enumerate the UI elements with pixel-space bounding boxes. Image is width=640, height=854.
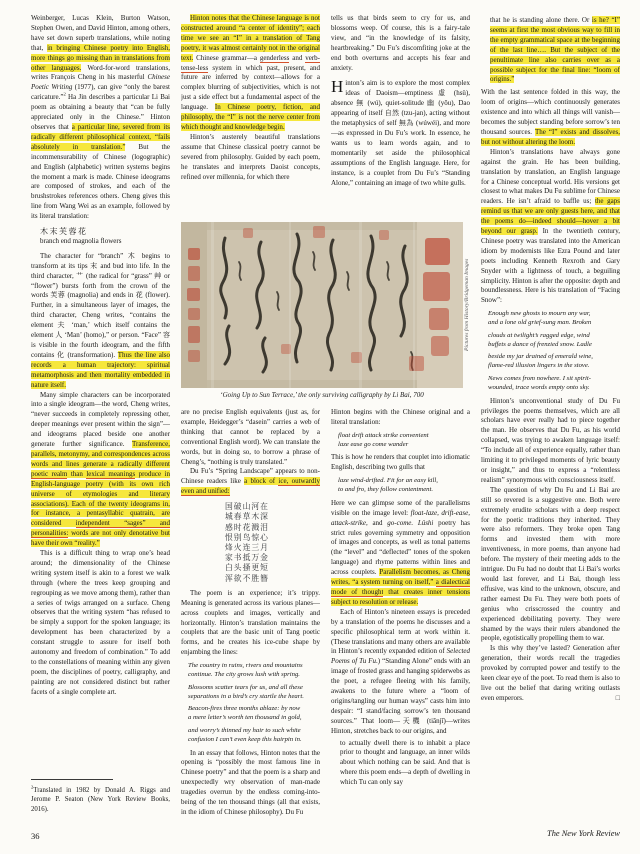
footnote-rule bbox=[31, 779, 113, 780]
calligraphy-image bbox=[181, 222, 463, 388]
highlighted-text: words are not only denotative but have their own “reality.” bbox=[31, 529, 170, 548]
highlighted-text: Thus the line also records a human trajectory: spiritual metamorphosis and then mortality embedded in nature itself. bbox=[31, 350, 170, 389]
verse-couplet: float drift attack strike convenient laze ease go come wander bbox=[338, 431, 429, 448]
paragraph: This is how he renders that couplet into idiomatic English, describing two gulls that bbox=[331, 453, 470, 472]
highlighted-text: lexical meanings bbox=[86, 469, 136, 478]
photo-credit: Pictures from History/Bridgeman Images bbox=[464, 258, 470, 352]
paragraph: The poem is an experience; it’s trippy. Meaning is generated across its various planes—across couplets and images, vertically and horizontally. Hinton’s translation maintains the couplets that are the basic unit of Tang poetic forms, and he creates his ice-cube shape by enjambing the lines: bbox=[181, 588, 320, 657]
column-1 bbox=[31, 14, 170, 776]
column-2-above-image bbox=[181, 14, 320, 222]
footnote-reference: 2 bbox=[63, 91, 66, 97]
column-2-below-image bbox=[181, 408, 320, 846]
highlighted-text: that creates inner tensions subject to resolution or release. bbox=[331, 587, 470, 606]
highlighted-text: is he? “I” seems at first the most obvious way to fill in the empty grammatical space at the beginning of the last line…. But the subject of the penultimate line also carries over as a possible subject for the final line: “loom of origins.” bbox=[490, 16, 620, 84]
chinese-poem: 国破山河在 城春草木深 感时花溅泪 恨别鸟惊心 烽火连三月 家书抵万金 白头搔更短 浑欲不胜簪 bbox=[225, 502, 269, 583]
footnote bbox=[31, 779, 170, 814]
paragraph: are no precise English equivalents (just as, for example, Heidegger’s “dasein” carries a web of thinking that cannot be replaced by a conventional English word). We can translate the words, but in doing so, to borrow a phrase of Cheng’s, “nothing is truly translated.” bbox=[181, 408, 320, 466]
verse-couplet: and worry’s thinned my hair to such white confusion I can’t even keep this hairpin in. bbox=[188, 726, 302, 743]
paragraph: With the last sentence folded in this way, the loom of origins—which continuously generates existence and into which all things will vanish—becomes the subject standing before sorrow’s ten thousand sources. The “I” exists and dissolves, but not without altering the loom. bbox=[481, 88, 620, 146]
highlighted-text: Parallelism becomes, as Cheng writes, “a system turning on itself,” bbox=[331, 568, 470, 587]
styled-text: Chinese Poetic Writing bbox=[31, 73, 170, 92]
highlighted-text: a dialectical mode of thought bbox=[331, 578, 470, 596]
highlighted-text: a particular line, severed from its radically different philosophical context, “fails absolutely in translation.” bbox=[31, 122, 170, 151]
verse-couplet: News comes from nowhere. I sit spirit- wounded, trace words empty onto sky. bbox=[488, 375, 591, 391]
paragraph: The character for “branch” 木 begins to transform at its tips 末 and bud into life. In the third character, 艹 (the radical for “grass” 艸 or “flower”) bursts forth from the crown of the words 芙蓉 (magnolia) and ends in 花 (flower). Further, in a simultaneous layer of images, the third character, Cheng writes, “contains the element 夫 ‘man,’ which itself contains the element 人 ‘Man’ (homo),” or person. “Face” 容 is visible in the fourth ideogram, and the fifth contains 化 (transformation). Thus the line also records a human trajectory: spiritual metamorphosis and then mortality embedded in nature itself. bbox=[31, 251, 170, 389]
block-quote: that he is standing alone there. Or is he? “I” seems at first the most obvious way to fill in the empty grammatical space at the beginning of the last line…. But the subject of the penultimate line also carries over as a possible subject for the final line: “loom of origins.” bbox=[490, 16, 620, 84]
underlined-text: genderless bbox=[259, 53, 290, 62]
highlighted-text: Hinton notes that the Chinese language is not constructed around “a center of identity”; each time we see an “I” in a translation of Tang poetry, it was almost certainly not in the original text. bbox=[181, 14, 320, 62]
calligraphy-scroll-art bbox=[181, 222, 463, 388]
drop-cap: H bbox=[331, 77, 344, 97]
column-3-above-image bbox=[331, 14, 470, 222]
footnote-marker: 2 bbox=[31, 784, 34, 790]
verse-couplet: Enough new ghosts to mourn any war, and a lone old grief-sung man. Broken bbox=[488, 310, 592, 327]
paragraph: Each of Hinton’s nineteen essays is preceded by a translation of the poems he discusses and a specific philosophical term at work within it. (These translations and many others are available in Hinton’s recently expanded edition of Selected Poems of Tu Fu.) “Standing Alone” ends with an image of frosted grass and hanging spiderwebs as the poet, a refugee fleeing with his family, awakens to the future where a “loom of origins/tangling our human ways” casts him into despair: “I stand/facing sorrow’s ten thousand sources.” That loom—天機 (tiānjī)—writes Hinton, stretches back to our origins, and bbox=[331, 607, 470, 735]
highlighted-text: The “I” exists and dissolves, but not without altering the loom. bbox=[481, 127, 620, 146]
column-3-below-image bbox=[331, 408, 470, 846]
paragraph: Weinberger, Lucas Klein, Burton Watson, Stephen Owen, and David Hinton, among others, have set down superb translations, while noting that, in bringing Chinese poetry into English, more things go missing than in translations from other languages. Word-for-word translations, writes François Cheng in his masterful Chinese Poetic Writing (1977), can give “only the barest caricature.”$^2$ Ha Jin describes a particular Li Bai poem as obtaining a beauty that “can be fully appreciated only in the Chinese.” Hinton observes that a particular line, severed from its radically different philosophical context, “fails absolutely in translation.” But the incommensurability of Chinese (logographic) and English (alphabetic) written systems begins the moment a mark is made. Chinese ideograms are composed of strokes, and each of the brushstrokes references others. Cheng gives this line from Wang Wei as an example, followed by its literal translation: bbox=[31, 14, 170, 221]
chinese-line-with-gloss: 木末芙蓉花 branch end magnolia flowers bbox=[40, 227, 122, 245]
highlighted-text: the gaps remind us that we are only guests here, and that the poems do—indeed should—hover a bit beyond our grasp. bbox=[481, 197, 620, 236]
paragraph: Hinton’s translations have always gone against the grain. He has been building, translation by translation, an English language for a Chinese conceptual world. His versions get closest to what makes Du Fu sublime for Chinese readers. He isn’t afraid to baffle us; the gaps remind us that we are only guests here, and that the poems do—indeed should—hover a bit beyond our grasp. In the twentieth century, Chinese poetry was translated into the American idiom by modernists like Ezra Pound and later poets including Kenneth Rexroth and Gary Snyder with a lightness of touch, a beguiling simplicity. Hinton is after the opposite: depth and boundlessness. Here is his translation of “Facing Snow”: bbox=[481, 147, 620, 305]
paragraph: The question of why Du Fu and Li Bai are still so revered is a suggestive one. Both were extremely erudite scholars with a deep respect for the poetic traditions they inherited. They were also reformers. They broke open Tang forms and invested them with more inventiveness, in more poems, than anyone had before. The mystery of their meeting adds to the intrigue. Du Fu had no doubt that Li Bai’s works would last forever, and Li Bai, though less effusive, was kind to the unknown, obscure, and rather earnest Du Fu. They were both poets of genius who crisscrossed the country and experienced debilitating poverty. They were shamed by the ways their rulers abandoned the people, egotistically propelling them to war. bbox=[481, 485, 620, 643]
paragraph: Is this why they’ve lasted? Generation after generation, their words recall the tragedies provoked by corrupted power and testify to the keen clear eye of the poet. To read them is also to live out the belief that daring writing outlasts even emperors. □ bbox=[481, 644, 620, 702]
block-quote: to actually dwell there is to inhabit a place prior to thought and language, an inner wilds about which nothing can be said. And that is where this poem ends—a depth of dwelling in which Tu can only say bbox=[340, 738, 470, 787]
highlighted-text: poetic realm bbox=[31, 469, 68, 478]
highlighted-text: a block of bbox=[244, 477, 279, 486]
highlighted-text: ice, outwardly even and unified: bbox=[181, 477, 320, 496]
paragraph: Many simple characters can be incorporated into a single ideogram—the word, Cheng writes, “never succeeds in completely repressing other, deeper meanings ever present within the sign”—and ideograms placed beside one another generate further significance. Transference, parallels, metonymy, and correspondences across words and lines generate a radically different poetic realm than lexical meanings produce in English-language poetry (with its own rich universe of etymologies and literary associations). Each of the twenty ideograms in, for instance, a pentasyllabic quatrain, are considered independent “sages” and personalities: words are not only denotative but have their own “reality.” bbox=[31, 390, 170, 548]
page-number: 36 bbox=[31, 831, 40, 841]
paragraph: Hinton begins with the Chinese original and a literal translation: bbox=[331, 408, 470, 426]
paragraph: Hinton’s aim is to explore the most complex ideas of Daoism—emptiness 虛 (hsü), absence 無 (wú), quiet-solitude 幽 (yōu), Dao appearing of itself 自然 (tzu-jan), acting without the metaphysics of self 無為 (wúwéi), and more—as expressed in Du Fu’s work. In essence, he wants us to learn words again, and to momentarily set aside the philosophical assumptions of the English language. Here, for instance, is a couplet from Du Fu’s “Standing Alone,” containing an image of two white gulls. bbox=[331, 77, 470, 187]
styled-text: □ bbox=[615, 693, 620, 702]
masthead: The New York Review bbox=[547, 829, 620, 838]
highlighted-text: than bbox=[67, 469, 87, 478]
styled-text: Selected Poems of Tu Fu bbox=[331, 647, 470, 666]
verse-couplet: clouds at twilight’s ragged edge, wind buffets a dance of frenzied snow. Ladle bbox=[488, 331, 592, 348]
paragraph: This is a difficult thing to wrap one’s head around; the dimensionality of the Chinese writing system itself is akin to a forest we walk through (where the trees keep grouping and regrouping as we move among them), rather than a series of twigs arranged on a surface. Cheng observes that the writing system “has refused to be simply a support for the spoken language; its development has been characterized by a constant struggle to assure for itself both autonomy and freedom of combination.” To add to the constellations of meaning within any given poem, the disciplines of poetry, calligraphy, and painting are not considered distinct but rather facets of a single complete art. bbox=[31, 549, 170, 696]
styled-text: float-laze, drift-ease, attack-strike, bbox=[331, 508, 470, 527]
paragraph: tells us that birds seem to cry for us, and blossoms weep. Of course, this is a fairy-tale view, and “in the knowledge of its falsity, heartbreaking.” Du Fu’s discomfiting joke at the end both overturns and accepts his fear and anxiety. bbox=[331, 14, 470, 72]
paragraph: In an essay that follows, Hinton notes that the opening is “possibly the most famous line in Chinese poetry” and that the poem is a sharp and unexpectedly wry observation of man-made tragedies overrun by the endless coming-into-being of the ten thousand things (all that exists, in the idiom of Chinese philosophy). Du Fu bbox=[181, 748, 320, 816]
highlighted-text: In Chinese poetry, fiction, and philosophy, the “I” is not the nerve center from which thought and knowledge begin. bbox=[181, 103, 320, 131]
verse-block bbox=[188, 662, 320, 744]
highlighted-text: Transference, parallels, metonymy, and correspondences across words and lines generate a radically different bbox=[31, 440, 170, 468]
verse-block bbox=[338, 477, 470, 495]
styled-text: go-come. Lüshi bbox=[387, 518, 434, 527]
highlighted-text: produce in English-language poetry (with its own rich universe of etymologies and literary associations). Each of the twenty ideograms in, for instance, a pentasyllabic quatrain, are considered bbox=[31, 469, 170, 528]
verse-couplet: beside my jar drained of emerald wine, flame-red illusion lingers in the stove. bbox=[488, 353, 593, 370]
paragraph: Hinton’s austerely beautiful translations assume that Chinese classical poetry cannot be severed from philosophy. Guided by each poem, he translates and interprets Daoist concepts, refined over millennia, for which there bbox=[181, 132, 320, 181]
highlighted-text: in bringing Chinese poetry into English, more things go missing than in translations from other languages. bbox=[31, 43, 170, 72]
verse-couplet: Beacon-fires three months ablaze: by now a mere letter’s worth ten thousand in gold, bbox=[188, 705, 302, 722]
image-caption: ‘Going Up to Sun Terrace,’ the only surviving calligraphy by Li Bai, 700 bbox=[220, 391, 424, 399]
paragraph: Du Fu’s “Spring Landscape” appears to non-Chinese readers like a block of ice, outwardly even and unified: bbox=[181, 467, 320, 496]
paragraph: Hinton notes that the Chinese language is not constructed around “a center of identity”; each time we see an “I” in a translation of Tang poetry, it was almost certainly not in the original text. Chinese grammar—a genderless and verb-tense-less system in which past, present, and future are inferred by context—allows for a complex blurring of subjectivities, which is not just a side effect but a fundamental aspect of the language. In Chinese poetry, fiction, and philosophy, the “I” is not the nerve center from which thought and knowledge begin. bbox=[181, 14, 320, 131]
underlined-text: verb-tense-less bbox=[181, 53, 320, 72]
paragraph: Hinton’s unconventional study of Du Fu privileges the poems themselves, which are all scholars have ever really had to piece together the man. He observes that Du Fu, as his world collapsed, was trying to awaken language itself: “To include all of experience equally, rather than limiting it to privileged moments of lyric beauty or insight,” and thus to express a “relentless realism” synonymous with consciousness itself. bbox=[481, 396, 620, 484]
verse-couplet: The country in ruins, rivers and mountains continue. The city grows lush with spring. bbox=[188, 662, 303, 678]
column-4 bbox=[481, 14, 620, 822]
footnote-text: Translated in 1982 by Donald A. Riggs and Jerome P. Seaton (New York Review Books, 2016). bbox=[31, 787, 170, 813]
highlighted-text: independent “sages” and personalities: bbox=[31, 519, 170, 538]
verse-couplet: Blossoms scatter tears for us, and all these separations in a bird’s cry startle the heart. bbox=[188, 683, 304, 700]
verse-block bbox=[488, 310, 620, 392]
verse-couplet: laze wind-drifted. Fit for an easy kill, to and fro, they follow contentment. bbox=[338, 477, 438, 494]
paragraph: Here we can glimpse some of the parallelisms visible on the image level: float-laze, drift-ease, attack-strike, and go-come. Lüshi poetry has strict rules governing symmetry and opposition of images and concepts, as well as tonal patterns (the “level” and “deflected” tones of the spoken language) and rhyme patterns within lines and across couplets. Parallelism becomes, as Cheng writes, “a system turning on itself,” a dialectical mode of thought that creates inner tensions subject to resolution or release. bbox=[331, 498, 470, 606]
verse-block bbox=[338, 432, 470, 450]
